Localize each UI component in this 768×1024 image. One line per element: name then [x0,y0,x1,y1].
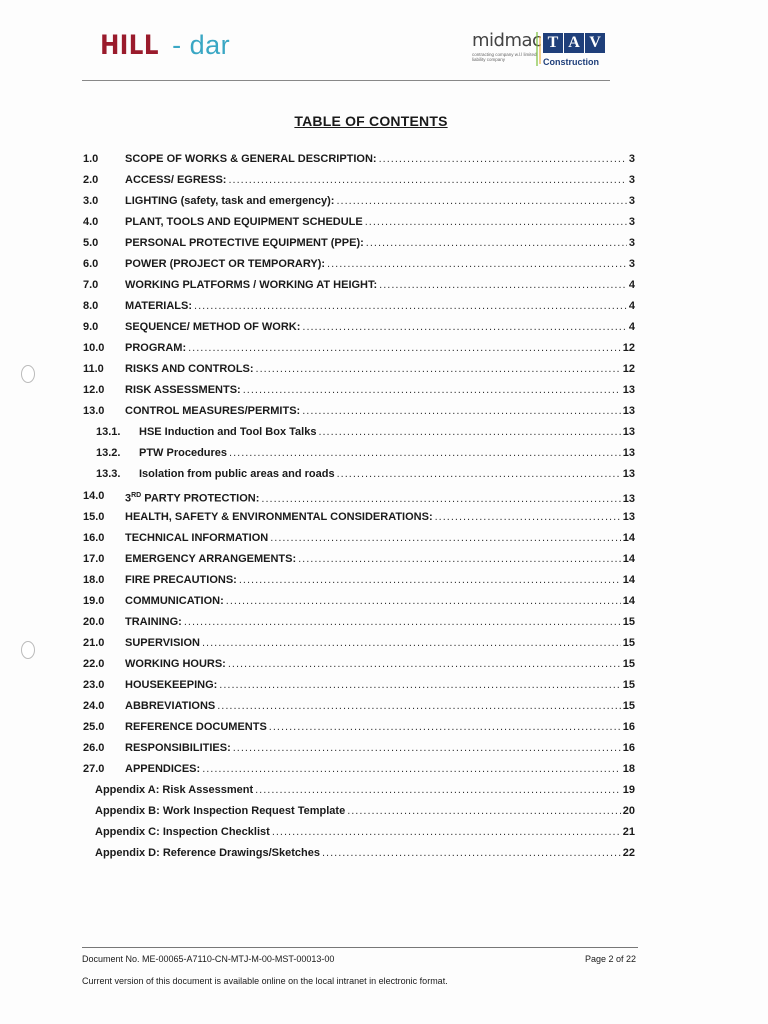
punch-hole-icon [21,365,35,383]
toc-entry-page: 14 [622,532,635,544]
hill-dar-logo-rest: - dar [172,30,231,60]
toc-entry-line [139,444,635,462]
toc-entry-number: 26.0 [83,742,105,754]
toc-entry-number: 21.0 [83,637,105,649]
toc-entry-page: 21 [622,826,635,838]
toc-leader-dots [318,423,620,441]
toc-entry-title: Isolation from public areas and roads [139,468,335,480]
toc-leader-dots [337,465,621,483]
toc-entry-number: 5.0 [83,237,99,249]
tav-construction-label: Construction [543,57,599,67]
toc-leader-dots [188,339,621,357]
toc-entry-line [125,297,635,315]
toc-entry-line [139,465,635,483]
toc-entry-number: 17.0 [83,553,105,565]
toc-entry-page: 15 [622,658,635,670]
toc-entry-page: 16 [622,742,635,754]
toc-entry-page: 4 [628,321,635,333]
toc-entry-number: 25.0 [83,721,105,733]
toc-entry-number: 10.0 [83,342,105,354]
toc-entry-number: 22.0 [83,658,105,670]
midmac-logo [472,30,542,62]
toc-entry-line [125,318,635,336]
toc-entry-page: 13 [622,384,635,396]
tav-letter: A [564,33,584,53]
toc-entry-line [125,171,635,189]
toc-entry-title: PTW Procedures [139,447,228,459]
toc-entry-title: TRAINING: [125,616,182,628]
toc-entry-number: 20.0 [83,616,105,628]
toc-leader-dots [270,529,621,547]
toc-entry-number: 14.0 [83,490,105,502]
toc-entry-title: Appendix B: Work Inspection Request Template [95,805,346,817]
toc-entry-title: PROGRAM: [125,342,187,354]
toc-leader-dots [219,676,620,694]
page-title: TABLE OF CONTENTS [294,113,448,129]
toc-leader-dots [379,150,627,168]
toc-entry-page: 3 [628,216,635,228]
toc-entry-number: 1.0 [83,153,99,165]
toc-entry-page: 14 [622,595,635,607]
toc-entry-page: 3 [628,153,635,165]
toc-entry-number: 9.0 [83,321,99,333]
toc-entry-page: 15 [622,679,635,691]
toc-entry-title: POWER (PROJECT OR TEMPORARY): [125,258,326,270]
toc-entry-page: 13 [622,511,635,523]
toc-leader-dots [239,571,621,589]
toc-entry-page: 15 [622,700,635,712]
toc-entry-number: 18.0 [83,574,105,586]
toc-entry-line [95,844,635,862]
toc-entry-title: Appendix A: Risk Assessment [95,784,254,796]
toc-entry-number: 12.0 [83,384,105,396]
toc-entry-line [125,339,635,357]
toc-entry-title: FIRE PRECAUTIONS: [125,574,237,586]
toc-entry-title: SUPERVISION [125,637,200,649]
toc-entry-title: HEALTH, SAFETY & ENVIRONMENTAL CONSIDERATIONS: [125,511,433,523]
toc-leader-dots [336,192,626,210]
toc-entry-title: ACCESS/ EGRESS: [125,174,227,186]
toc-entry-number: 3.0 [83,195,99,207]
toc-leader-dots [256,360,621,378]
toc-entry-line [125,697,635,715]
footer-divider [82,947,638,948]
toc-leader-dots [261,490,620,508]
toc-entry-page: 13 [622,447,635,459]
toc-entry-title: REFERENCE DOCUMENTS [125,721,267,733]
toc-entry-title: WORKING PLATFORMS / WORKING AT HEIGHT: [125,279,378,291]
toc-entry-page: 13 [622,492,635,505]
toc-entry-number: 27.0 [83,763,105,775]
toc-leader-dots [302,402,621,420]
toc-leader-dots [322,844,621,862]
toc-leader-dots [302,318,626,336]
toc-entry-page: 13 [622,405,635,417]
toc-entry-line [125,571,635,589]
toc-entry-title: 3RD PARTY PROTECTION: [125,492,260,505]
toc-entry-line [95,823,635,841]
toc-entry-line [125,739,635,757]
hill-dar-logo-bold: HILL [100,30,159,61]
toc-leader-dots [228,171,626,189]
toc-leader-dots [229,444,621,462]
toc-entry-title: RESPONSIBILITIES: [125,742,231,754]
toc-entry-title: PERSONAL PROTECTIVE EQUIPMENT (PPE): [125,237,364,249]
toc-entry-title: SEQUENCE/ METHOD OF WORK: [125,321,301,333]
toc-entry-number: 4.0 [83,216,99,228]
toc-entry-line [125,676,635,694]
header-divider [82,80,610,81]
toc-entry-line [125,213,635,231]
toc-entry-title: TECHNICAL INFORMATION [125,532,269,544]
toc-leader-dots [202,634,621,652]
toc-entry-page: 16 [622,721,635,733]
toc-entry-line [125,529,635,547]
toc-entry-page: 13 [622,468,635,480]
toc-entry-title: PLANT, TOOLS AND EQUIPMENT SCHEDULE [125,216,363,228]
toc-leader-dots [194,297,627,315]
toc-leader-dots [272,823,621,841]
toc-entry-line [125,381,635,399]
tav-letter: T [543,33,563,53]
tav-letters [543,33,607,53]
toc-entry-number: 13.1. [96,426,121,438]
toc-entry-title: Appendix C: Inspection Checklist [95,826,270,838]
toc-entry-title: MATERIALS: [125,300,193,312]
toc-entry-page: 4 [628,300,635,312]
toc-leader-dots [233,739,621,757]
toc-entry-number: 13.3. [96,468,121,480]
toc-entry-title: COMMUNICATION: [125,595,224,607]
midmac-logo-name: midmac [472,30,542,51]
toc-leader-dots [298,550,621,568]
toc-entry-line [125,234,635,252]
toc-entry-line [125,760,635,778]
toc-entry-line [125,592,635,610]
toc-entry-line [95,781,635,799]
toc-leader-dots [327,255,627,273]
toc-entry-line [125,255,635,273]
toc-entry-page: 13 [622,426,635,438]
toc-entry-number: 13.2. [96,447,121,459]
toc-entry-title: CONTROL MEASURES/PERMITS: [125,405,301,417]
toc-entry-page: 14 [622,574,635,586]
toc-entry-line [125,276,635,294]
toc-entry-page: 19 [622,784,635,796]
toc-entry-number: 11.0 [83,363,104,375]
toc-entry-page: 15 [622,637,635,649]
toc-entry-page: 3 [628,174,635,186]
midmac-logo-tagline: contracting company w.l.l limited liability company [472,52,537,62]
toc-entry-number: 7.0 [83,279,99,291]
toc-entry-page: 15 [622,616,635,628]
toc-entry-line [125,360,635,378]
toc-entry-page: 3 [628,258,635,270]
toc-leader-dots [184,613,621,631]
toc-leader-dots [226,592,621,610]
toc-entry-number: 19.0 [83,595,105,607]
toc-entry-line [125,613,635,631]
toc-entry-page: 3 [628,237,635,249]
toc-leader-dots [379,276,627,294]
toc-entry-page: 22 [622,847,635,859]
toc-entry-number: 8.0 [83,300,99,312]
toc-entry-number: 2.0 [83,174,99,186]
toc-entry-page: 4 [628,279,635,291]
toc-entry-title: EMERGENCY ARRANGEMENTS: [125,553,297,565]
toc-entry-line [125,508,635,526]
toc-leader-dots [365,213,627,231]
toc-entry-title: RISKS AND CONTROLS: [125,363,254,375]
toc-entry-number: 23.0 [83,679,105,691]
toc-entry-line [125,718,635,736]
tav-construction-logo [543,33,607,67]
toc-entry-number: 6.0 [83,258,99,270]
toc-entry-title: ABBREVIATIONS [125,700,216,712]
toc-entry-line [125,487,635,508]
toc-entry-title: SCOPE OF WORKS & GENERAL DESCRIPTION: [125,153,377,165]
toc-entry-title: LIGHTING (safety, task and emergency): [125,195,335,207]
toc-leader-dots [435,508,621,526]
toc-leader-dots [243,381,621,399]
document-number: Document No. ME-00065-A7110-CN-MTJ-M-00-MST-00013-00 [82,954,335,964]
toc-entry-line [125,402,635,420]
toc-entry-line [125,550,635,568]
toc-entry-page: 20 [622,805,635,817]
toc-entry-title: WORKING HOURS: [125,658,226,670]
toc-leader-dots [228,655,621,673]
hill-dar-logo [95,28,230,63]
toc-entry-title: RISK ASSESSMENTS: [125,384,241,396]
toc-leader-dots [255,781,621,799]
toc-entry-title: HOUSEKEEPING: [125,679,218,691]
punch-hole-icon [21,641,35,659]
toc-entry-page: 12 [622,363,635,375]
toc-entry-line [125,655,635,673]
toc-entry-line [95,802,635,820]
toc-entry-number: 16.0 [83,532,105,544]
tav-letter: V [585,33,605,53]
toc-entry-title: Appendix D: Reference Drawings/Sketches [95,847,320,859]
toc-entry-title: HSE Induction and Tool Box Talks [139,426,317,438]
toc-entry-line [139,423,635,441]
toc-leader-dots [366,234,627,252]
toc-entry-number: 15.0 [83,511,105,523]
toc-leader-dots [202,760,621,778]
toc-entry-page: 18 [622,763,635,775]
toc-leader-dots [269,718,621,736]
toc-entry-line [125,634,635,652]
toc-entry-page: 12 [622,342,635,354]
toc-entry-line [125,192,635,210]
toc-entry-number: 24.0 [83,700,105,712]
footer-note: Current version of this document is available online on the local intranet in electronic format. [82,976,448,986]
toc-entry-page: 14 [622,553,635,565]
toc-entry-number: 13.0 [83,405,105,417]
toc-entry-line [125,150,635,168]
toc-entry-page: 3 [628,195,635,207]
page-number: Page 2 of 22 [584,954,636,964]
toc-entry-title: APPENDICES: [125,763,201,775]
toc-leader-dots [217,697,621,715]
toc-leader-dots [347,802,621,820]
